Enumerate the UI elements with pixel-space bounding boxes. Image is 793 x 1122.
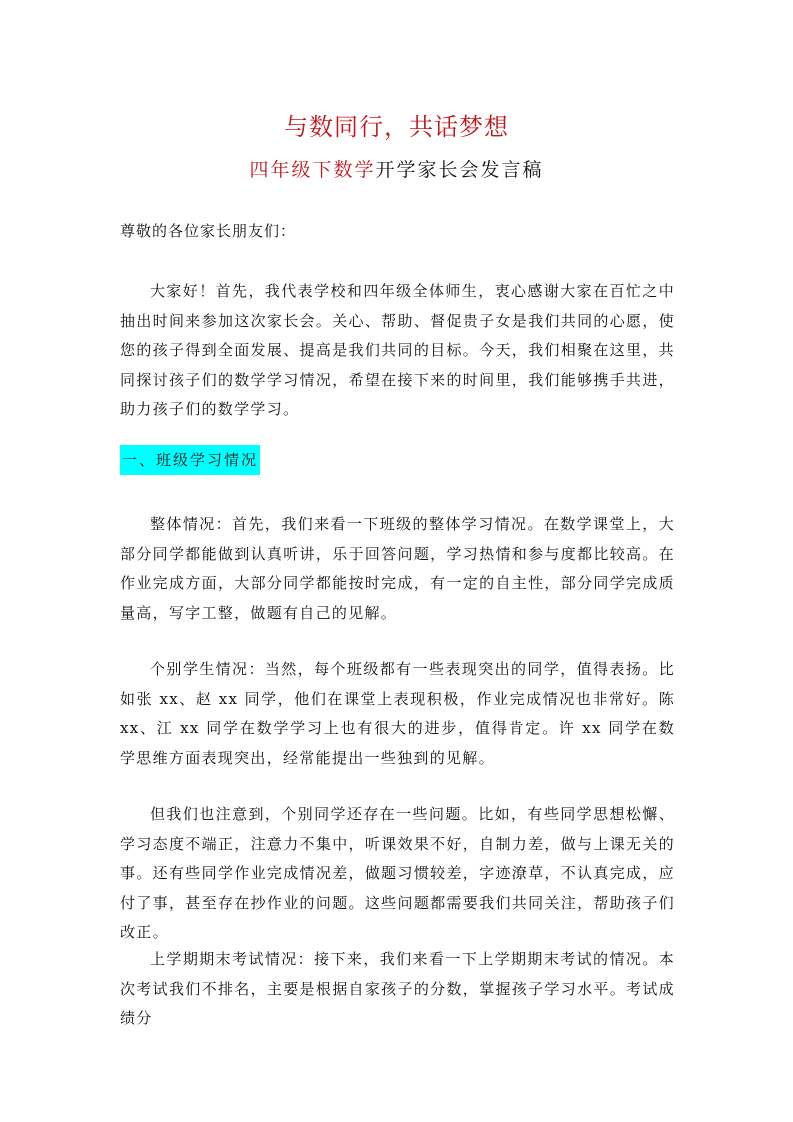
- paragraph-individual: 个别学生情况：当然，每个班级都有一些表现突出的同学，值得表扬。比如张 xx、赵 xx 同学，他们在课堂上表现积极，作业完成情况也非常好。陈 xx、江 xx 同学在数学学习上也有很大的进步，值得肯定。许 xx 同学在数学思维方面表现突出，经常能提出一些独到的见解。: [120, 660, 675, 767]
- paragraph-intro: 大家好！首先，我代表学校和四年级全体师生，衷心感谢大家在百忙之中抽出时间来参加这次家长会。关心、帮助、督促贵子女是我们共同的心愿，使您的孩子得到全面发展、提高是我们共同的目标。今天，我们相聚在这里，共同探讨孩子们的数学学习情况，希望在接下来的时间里，我们能够携手共进，助力孩子们的数学学习。: [120, 282, 675, 418]
- subtitle-rest: 开学家长会发言稿: [375, 159, 544, 181]
- document-subtitle: [0, 155, 793, 182]
- paragraph-overall: 整体情况：首先，我们来看一下班级的整体学习情况。在数学课堂上，大部分同学都能做到认真听讲，乐于回答问题，学习热情和参与度都比较高。在作业完成方面，大部分同学都能按时完成，有一定的自主性，部分同学完成质量高，写字工整，做题有自己的见解。: [120, 515, 675, 622]
- subtitle-highlight: 四年级下数学: [249, 159, 376, 181]
- paragraph-exam: 上学期期末考试情况：接下来，我们来看一下上学期期末考试的情况。本次考试我们不排名，主要是根据自家孩子的分数，掌握孩子学习水平。考试成绩分: [120, 950, 675, 1027]
- section-heading: 一、班级学习情况: [120, 445, 260, 475]
- paragraph-problems: 但我们也注意到，个别同学还存在一些问题。比如，有些同学思想松懈、学习态度不端正，注意力不集中，听课效果不好，自制力差，做与上课无关的事。还有些同学作业完成情况差，做题习惯较差，字迹潦草，不认真完成，应付了事，甚至存在抄作业的问题。这些问题都需要我们共同关注，帮助孩子们改正。: [120, 805, 675, 941]
- document-title: 与数同行，共话梦想: [284, 113, 509, 141]
- greeting: 尊敬的各位家长朋友们：: [120, 222, 297, 240]
